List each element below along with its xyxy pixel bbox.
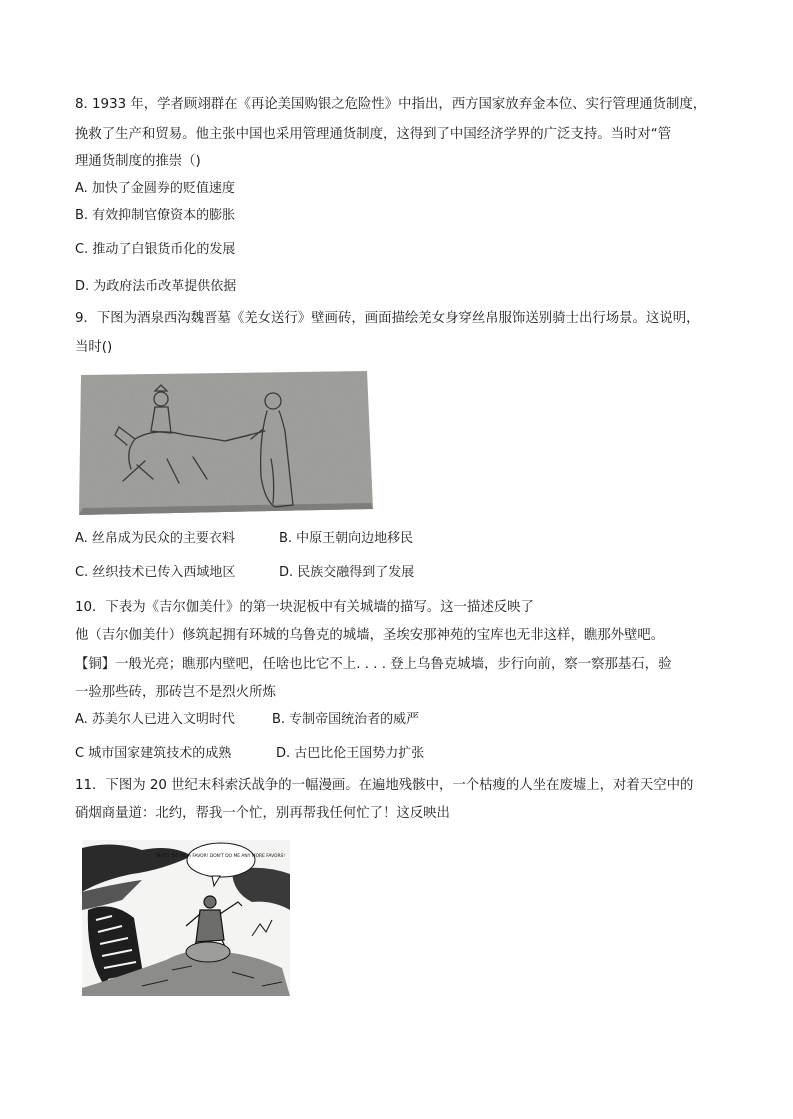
q10-option-c: C 城市国家建筑技术的成熟 bbox=[75, 746, 232, 761]
q9-option-d: D. 民族交融得到了发展 bbox=[279, 565, 415, 580]
q10-option-b: B. 专制帝国统治者的威严 bbox=[272, 712, 420, 727]
q10-quote-line-1: 他（吉尔伽美什）修筑起拥有环城的乌鲁克的城墙，圣埃安那神苑的宝库也无非这样，瞧那外壁吧。 bbox=[75, 628, 665, 643]
q8-option-b: B. 有效抑制官僚资本的膨胀 bbox=[75, 208, 236, 223]
q9-option-b: B. 中原王朝向边地移民 bbox=[279, 531, 414, 546]
q10-stem: 10．下表为《吉尔伽美什》的第一块泥板中有关城墙的描写。这一描述反映了 bbox=[75, 600, 534, 615]
q10-quote-line-3: 一验那些砖，那砖岂不是烈火所炼 bbox=[75, 685, 276, 700]
q8-option-d: D. 为政府法币改革提供依据 bbox=[75, 279, 237, 294]
q11-stem-line-2: 硝烟商量道：北约，帮我一个忙，别再帮我任何忙了！这反映出 bbox=[75, 806, 450, 821]
q8-stem-line-2: 挽救了生产和贸易。他主张中国也采用管理通货制度，这得到了中国经济学界的广泛支持。当时对“管 bbox=[75, 127, 672, 142]
q8-option-a: A. 加快了金圆券的贬值速度 bbox=[75, 181, 235, 196]
q8-option-c: C. 推动了白银货币化的发展 bbox=[75, 242, 236, 257]
q9-stem-line-2: 当时() bbox=[75, 340, 113, 355]
q9-option-c: C. 丝织技术已传入西域地区 bbox=[75, 565, 236, 580]
mural-brick-image bbox=[75, 369, 375, 516]
q9-stem-line-1: 9．下图为酒泉西沟魏晋墓《羌女送行》壁画砖，画面描绘羌女身穿丝帛服饰送别骑士出行场景。这说明， bbox=[75, 311, 700, 326]
q11-stem-line-1: 11．下图为 20 世纪末科索沃战争的一幅漫画。在遍地残骸中，一个枯瘦的人坐在废墟上，对着天空中的 bbox=[75, 778, 694, 793]
q8-stem-line-3: 理通货制度的推崇（) bbox=[75, 154, 201, 169]
q10-quote-line-2: 【铜】一般光亮；瞧那内壁吧，任啥也比它不上. . . . 登上乌鲁克城墙，步行向前，察一察那基石，验 bbox=[75, 657, 672, 672]
q8-stem-line-1: 8. 1933 年，学者顾翊群在《再论美国购银之危险性》中指出，西方国家放弃金本位、实行管理通货制度， bbox=[75, 97, 707, 112]
q10-option-d: D. 古巴比伦王国势力扩张 bbox=[276, 746, 425, 761]
kosovo-cartoon-image bbox=[82, 840, 290, 996]
q9-option-a: A. 丝帛成为民众的主要衣料 bbox=[75, 531, 235, 546]
q10-option-a: A. 苏美尔人已进入文明时代 bbox=[75, 712, 235, 727]
cartoon-speech-bubble: NATO, DO ME A FAVOR! DON'T DO ME ANY MORE FAVORS! bbox=[156, 854, 286, 859]
